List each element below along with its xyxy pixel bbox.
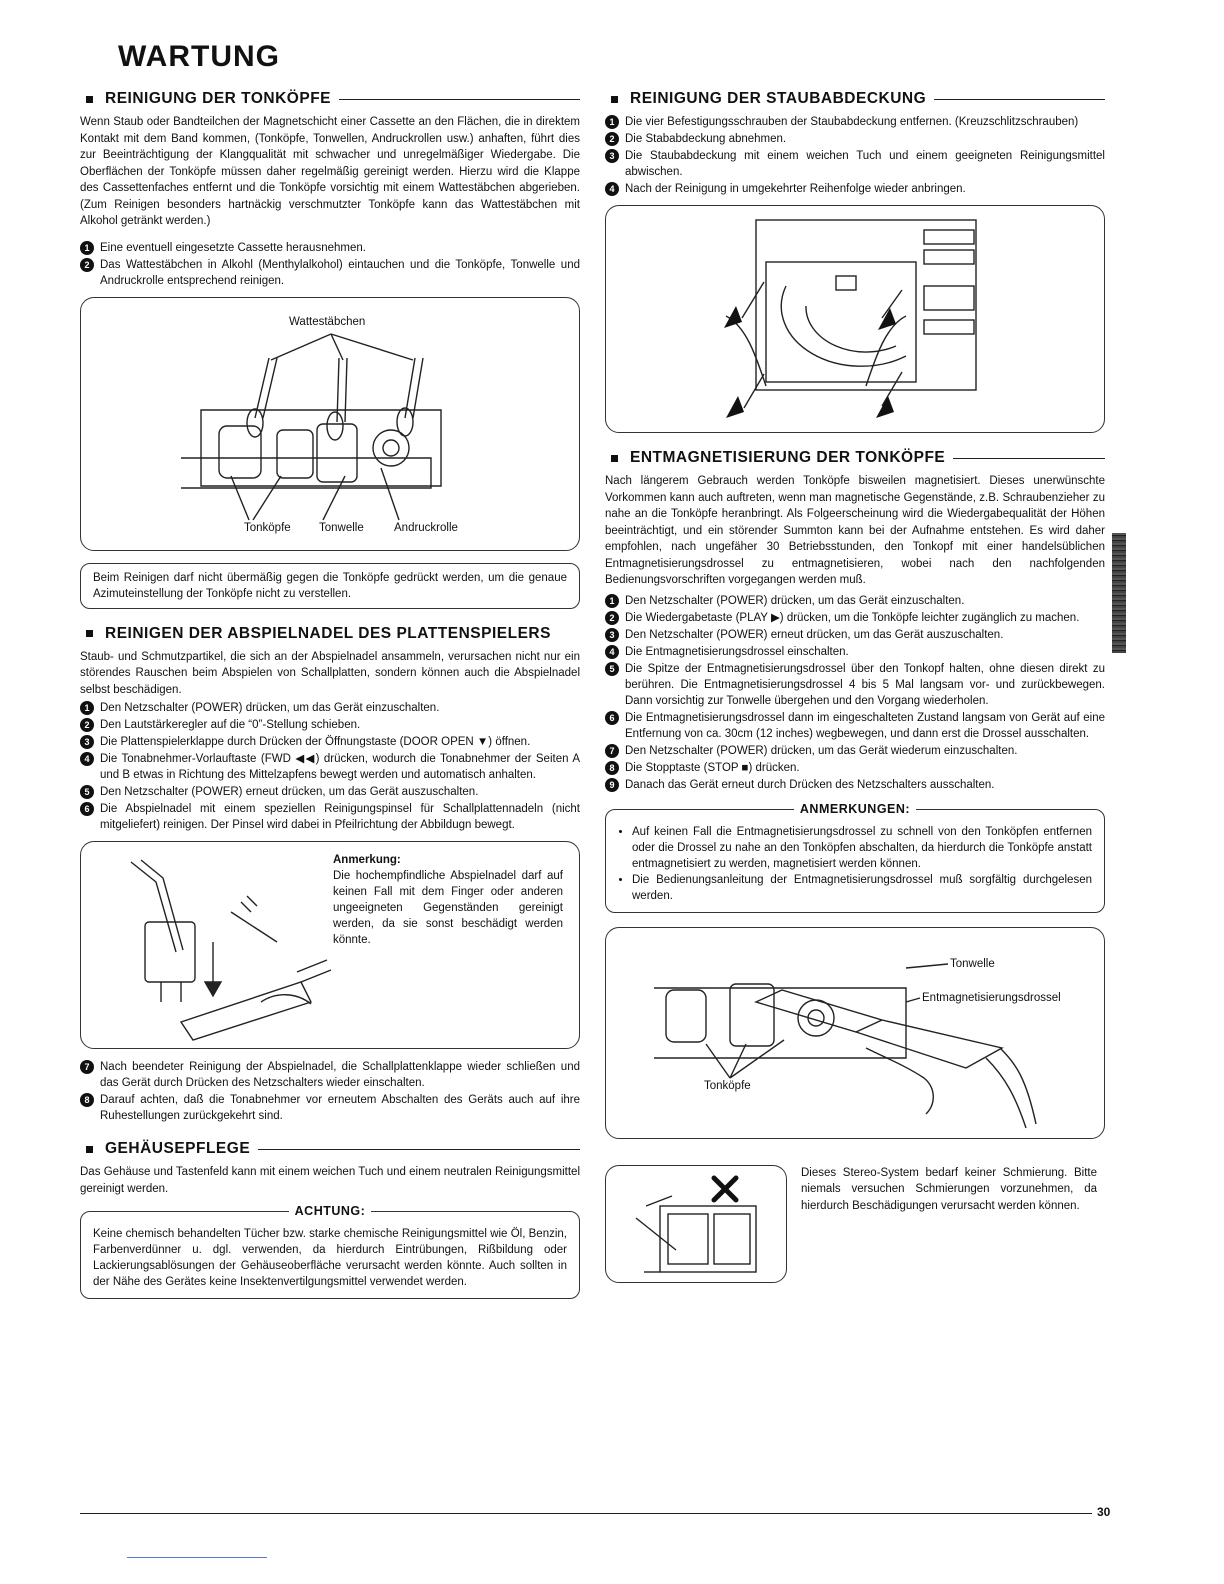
bullet-square-icon	[86, 96, 93, 103]
step-number-icon: 5	[605, 662, 619, 676]
warning-title: ACHTUNG:	[81, 1203, 579, 1220]
tonkoepfe-body: Wenn Staub oder Bandteilchen der Magnetschicht einer Cassette an den Flächen, die in direktem Kontakt mit dem Band kommen, (Tonköpfe, Tonwellen, Andruckrollen usw.) anhaften, führt dies zur Beeinträchtigung der Klangqualität mit schwacher und unregelmäßiger Wiedergabe. Die Oberflächen der Tonköpfe müssen daher regelmäßig gereinigt werden. Hierzu wird die Klappe des Cassettenfaches entfernt und die Tonköpfe vorsichtig mit einem Wattestäbchen abgerieben. (Zum Reinigen besonders hartnäckig verschmutzter Tonköpfe kann das Wattestäbchen mit Alkohol getränkt werden.)	[80, 116, 580, 227]
list-item: 6 Die Abspielnadel mit einem speziellen Reinigungspinsel für Schallplattennadeln (nicht mitgeliefert) reinigen. Der Pinsel wird dabei in Pfeilrichtung der Abbildugn bewegt.	[80, 801, 580, 833]
list-item: 1 Den Netzschalter (POWER) drücken, um das Gerät einzuschalten.	[80, 700, 580, 716]
entmagnetisierung-steps	[605, 593, 1105, 793]
list-item: 6 Die Entmagnetisierungsdrossel dann im eingeschalteten Zustand langsam von Gerät auf eine Entfernung von ca. 30cm (12 inches) wegbewegen, und dann erst die Drossel ausschalten.	[605, 710, 1105, 742]
lubrication-text: Dieses Stereo-System bedarf keiner Schmierung. Bitte niemals versuchen Schmierungen vorzunehmen, da hierdurch Beschädigungen verursacht werden können.	[801, 1166, 1097, 1212]
list-item: 3 Die Staubabdeckung mit einem weichen Tuch und einem geeigneten Reinigungsmittel abwischen.	[605, 148, 1105, 180]
step-number-icon: 2	[80, 258, 94, 272]
label-heads: Tonköpfe	[704, 1079, 751, 1092]
tape-deck-illustration	[81, 298, 581, 550]
warning-box	[80, 1204, 580, 1299]
tonkoepfe-steps	[80, 240, 580, 289]
label-cotton-swab: Wattestäbchen	[289, 315, 366, 328]
list-item: 7 Den Netzschalter (POWER) drücken, um das Gerät wiederum einzuschalten.	[605, 743, 1105, 759]
step-number-icon: 3	[605, 628, 619, 642]
step-number-icon: 2	[80, 718, 94, 732]
bullet-square-icon	[86, 630, 93, 637]
tape-head-cleaning-figure	[80, 297, 580, 551]
list-item: 2 Die Wiedergabetaste (PLAY ▶) drücken, um die Tonköpfe leichter zugänglich zu machen.	[605, 610, 1105, 626]
step-number-icon: 7	[605, 744, 619, 758]
gehaeuse-body: Das Gehäuse und Tastenfeld kann mit einem weichen Tuch und einem neutralen Reinigungsmittel gereinigt werden.	[80, 1166, 580, 1195]
list-item: 4 Die Tonabnehmer-Vorlauftaste (FWD ◀◀) drücken, wodurch die Tonabnehmer der Seiten A und B etwas in Richtung des Mittelzapfens bewegt werden und automatisch anhalten.	[80, 751, 580, 783]
heading-tonkoepfe: REINIGUNG DER TONKÖPFE	[80, 90, 580, 108]
heading-entmagnetisierung: ENTMAGNETISIERUNG DER TONKÖPFE	[605, 449, 1105, 467]
list-item: • Auf keinen Fall die Entmagnetisierungsdrossel zu schnell von den Tonköpfen entfernen oder die Drossel zu nahe an den Tonköpfen abschalten, da hierdurch die Tonköpfe anstatt entmagnetisiert zu werden, magnetisiert werden können.	[632, 824, 1092, 872]
step-number-icon: 1	[80, 241, 94, 255]
notes-box	[605, 801, 1105, 913]
stylus-note	[333, 852, 563, 948]
step-number-icon: 6	[80, 802, 94, 816]
step-number-icon: 7	[80, 1060, 94, 1074]
step-number-icon: 1	[605, 115, 619, 129]
dust-cover-figure	[605, 205, 1105, 433]
step-number-icon: 5	[80, 785, 94, 799]
abspielnadel-steps	[80, 700, 580, 833]
heading-rule	[258, 1149, 580, 1150]
step-number-icon: 4	[605, 182, 619, 196]
heading-rule	[953, 458, 1105, 459]
label-pinch-roller: Andruckrolle	[394, 521, 458, 534]
label-capstan: Tonwelle	[319, 521, 364, 534]
list-item: 5 Die Spitze der Entmagnetisierungsdrossel über den Tonkopf halten, ohne diesen direkt zu berühren. Die Entmagnetisierungsdrossel 4 bis 5 Mal langsam vor- und zurückbewegen. Dann vorsichtig zur Tonwelle übergehen und den Vorgang wiederholen.	[605, 661, 1105, 709]
warning-text: Keine chemisch behandelten Tücher bzw. starke chemische Reinigungsmittel wie Öl, Benzin, Farbenverdünner u. dgl. verwenden, da hierdurch Eintrübungen, Rißbildung oder Lackierungsablösungen der Gehäuseoberfläche verursacht werden könnte. Auch sollten in der Nähe des Gerätes keine Insektenvertilgungsmittel verwendet werden.	[93, 1228, 567, 1288]
no-oil-illustration	[606, 1166, 786, 1282]
step-number-icon: 6	[605, 711, 619, 725]
right-column	[605, 90, 1105, 1285]
page-title: WARTUNG	[118, 40, 280, 73]
label-capstan: Tonwelle	[950, 957, 995, 970]
step-number-icon: 3	[80, 735, 94, 749]
entmagnetisierung-body: Nach längerem Gebrauch werden Tonköpfe bisweilen magnetisiert. Dieses unerwünschte Vorkommen kann auch auftreten, wenn man magnetische Gegenstände, z.B. Schraubenzieher zu nahe an die Tonköpfe heranbringt. Als Folgeerscheinung wird die Wiedergabequalität der Höhen beeinträchtigt, und ein störender Summton kann bei der Aufnahme entstehen. Es wird daher empfohlen, nach ungefäher 30 Betriebsstunden, den Tonkopf mit einer handelsüblichen Entmagnetisierungsdrossel zu entmagnetisieren, wobei nach den nachfolgenden Bedienungsvorschriften vorgegangen werden muß.	[605, 475, 1105, 586]
list-item: 2 Die Stababdeckung abnehmen.	[605, 131, 1105, 147]
heading-rule	[339, 99, 580, 100]
step-number-icon: 1	[605, 594, 619, 608]
list-item: 1 Die vier Befestigungsschrauben der Staubabdeckung entfernen. (Kreuzschlitzschrauben)	[605, 114, 1105, 130]
list-item: 8 Die Stopptaste (STOP ■) drücken.	[605, 760, 1105, 776]
notes-list	[618, 824, 1092, 904]
list-item: 3 Den Netzschalter (POWER) erneut drücken, um das Gerät auszuschalten.	[605, 627, 1105, 643]
abspielnadel-steps-after	[80, 1059, 580, 1124]
list-item: 4 Nach der Reinigung in umgekehrter Reihenfolge wieder anbringen.	[605, 181, 1105, 197]
staubabdeckung-steps	[605, 114, 1105, 197]
abspielnadel-body: Staub- und Schmutzpartikel, die sich an der Abspielnadel ansammeln, verursachen nicht nur ein störendes Rauschen beim Abspielen von Schallplatten, sondern können auch die Abspielnadel selbst beschädigen.	[80, 650, 580, 696]
heading-staubabdeckung: REINIGUNG DER STAUBABDECKUNG	[605, 90, 1105, 108]
left-column	[80, 90, 580, 1299]
list-item: • Die Bedienungsanleitung der Entmagnetisierungsdrossel muß sorgfältig durchgelesen werden.	[632, 872, 1092, 904]
demagnetizer-figure	[605, 927, 1105, 1139]
step-number-icon: 4	[80, 752, 94, 766]
chapter-side-tab	[1112, 533, 1126, 653]
footer-link-line	[127, 1557, 267, 1558]
heading-gehaeuse: GEHÄUSEPFLEGE	[80, 1140, 580, 1158]
bullet-square-icon	[611, 455, 618, 462]
list-item: 5 Den Netzschalter (POWER) erneut drücken, um das Gerät auszuschalten.	[80, 784, 580, 800]
list-item: 1 Eine eventuell eingesetzte Cassette herausnehmen.	[80, 240, 580, 256]
no-lubrication-figure	[605, 1165, 787, 1283]
step-number-icon: 2	[605, 611, 619, 625]
footer-rule	[80, 1513, 1092, 1514]
page-number: 30	[1097, 1505, 1111, 1519]
heading-abspielnadel: REINIGEN DER ABSPIELNADEL DES PLATTENSPIELERS	[80, 625, 580, 643]
bullet-square-icon	[611, 96, 618, 103]
list-item: 1 Den Netzschalter (POWER) drücken, um das Gerät einzuschalten.	[605, 593, 1105, 609]
step-number-icon: 1	[80, 701, 94, 715]
caution-box: Beim Reinigen darf nicht übermäßig gegen die Tonköpfe gedrückt werden, um die genaue Azimuteinstellung der Tonköpfe nicht zu verstellen.	[80, 563, 580, 609]
bullet-square-icon	[86, 1146, 93, 1153]
step-number-icon: 3	[605, 149, 619, 163]
step-number-icon: 2	[605, 132, 619, 146]
step-number-icon: 8	[605, 761, 619, 775]
list-item: 3 Die Plattenspielerklappe durch Drücken der Öffnungstaste (DOOR OPEN ▼) öffnen.	[80, 734, 580, 750]
note-text: Die hochempfindliche Abspielnadel darf auf keinen Fall mit dem Finger oder anderen ungeeigneten Gegenständen gereinigt werden, da sie sonst beschädigt werden könnte.	[333, 870, 563, 946]
list-item: 8 Darauf achten, daß die Tonabnehmer vor erneutem Abschalten des Geräts auch auf ihre Ruhestellungen zurückgekehrt sind.	[80, 1092, 580, 1124]
step-number-icon: 8	[80, 1093, 94, 1107]
list-item: 4 Die Entmagnetisierungsdrossel einschalten.	[605, 644, 1105, 660]
list-item: 9 Danach das Gerät erneut durch Drücken des Netzschalters ausschalten.	[605, 777, 1105, 793]
step-number-icon: 9	[605, 778, 619, 792]
label-demagnetizer: Entmagnetisierungsdrossel	[922, 991, 1061, 1004]
label-heads: Tonköpfe	[244, 521, 291, 534]
notes-title: ANMERKUNGEN:	[606, 801, 1104, 818]
dust-cover-illustration	[606, 206, 1106, 432]
lubrication-section	[605, 1165, 1105, 1285]
list-item: 2 Den Lautstärkeregler auf die “0”-Stellung schieben.	[80, 717, 580, 733]
note-title: Anmerkung:	[333, 854, 401, 866]
list-item: 7 Nach beendeter Reinigung der Abspielnadel, die Schallplattenklappe wieder schließen und das Gerät durch Drücken des Netzschalters wieder einschalten.	[80, 1059, 580, 1091]
stylus-brush-illustration	[101, 842, 341, 1048]
heading-rule	[934, 99, 1105, 100]
demagnetizer-illustration	[606, 928, 1106, 1138]
list-item: 2 Das Wattestäbchen in Alkohl (Menthylalkohol) eintauchen und die Tonköpfe, Tonwelle und Andruckrolle entsprechend reinigen.	[80, 257, 580, 289]
stylus-cleaning-figure	[80, 841, 580, 1049]
step-number-icon: 4	[605, 645, 619, 659]
